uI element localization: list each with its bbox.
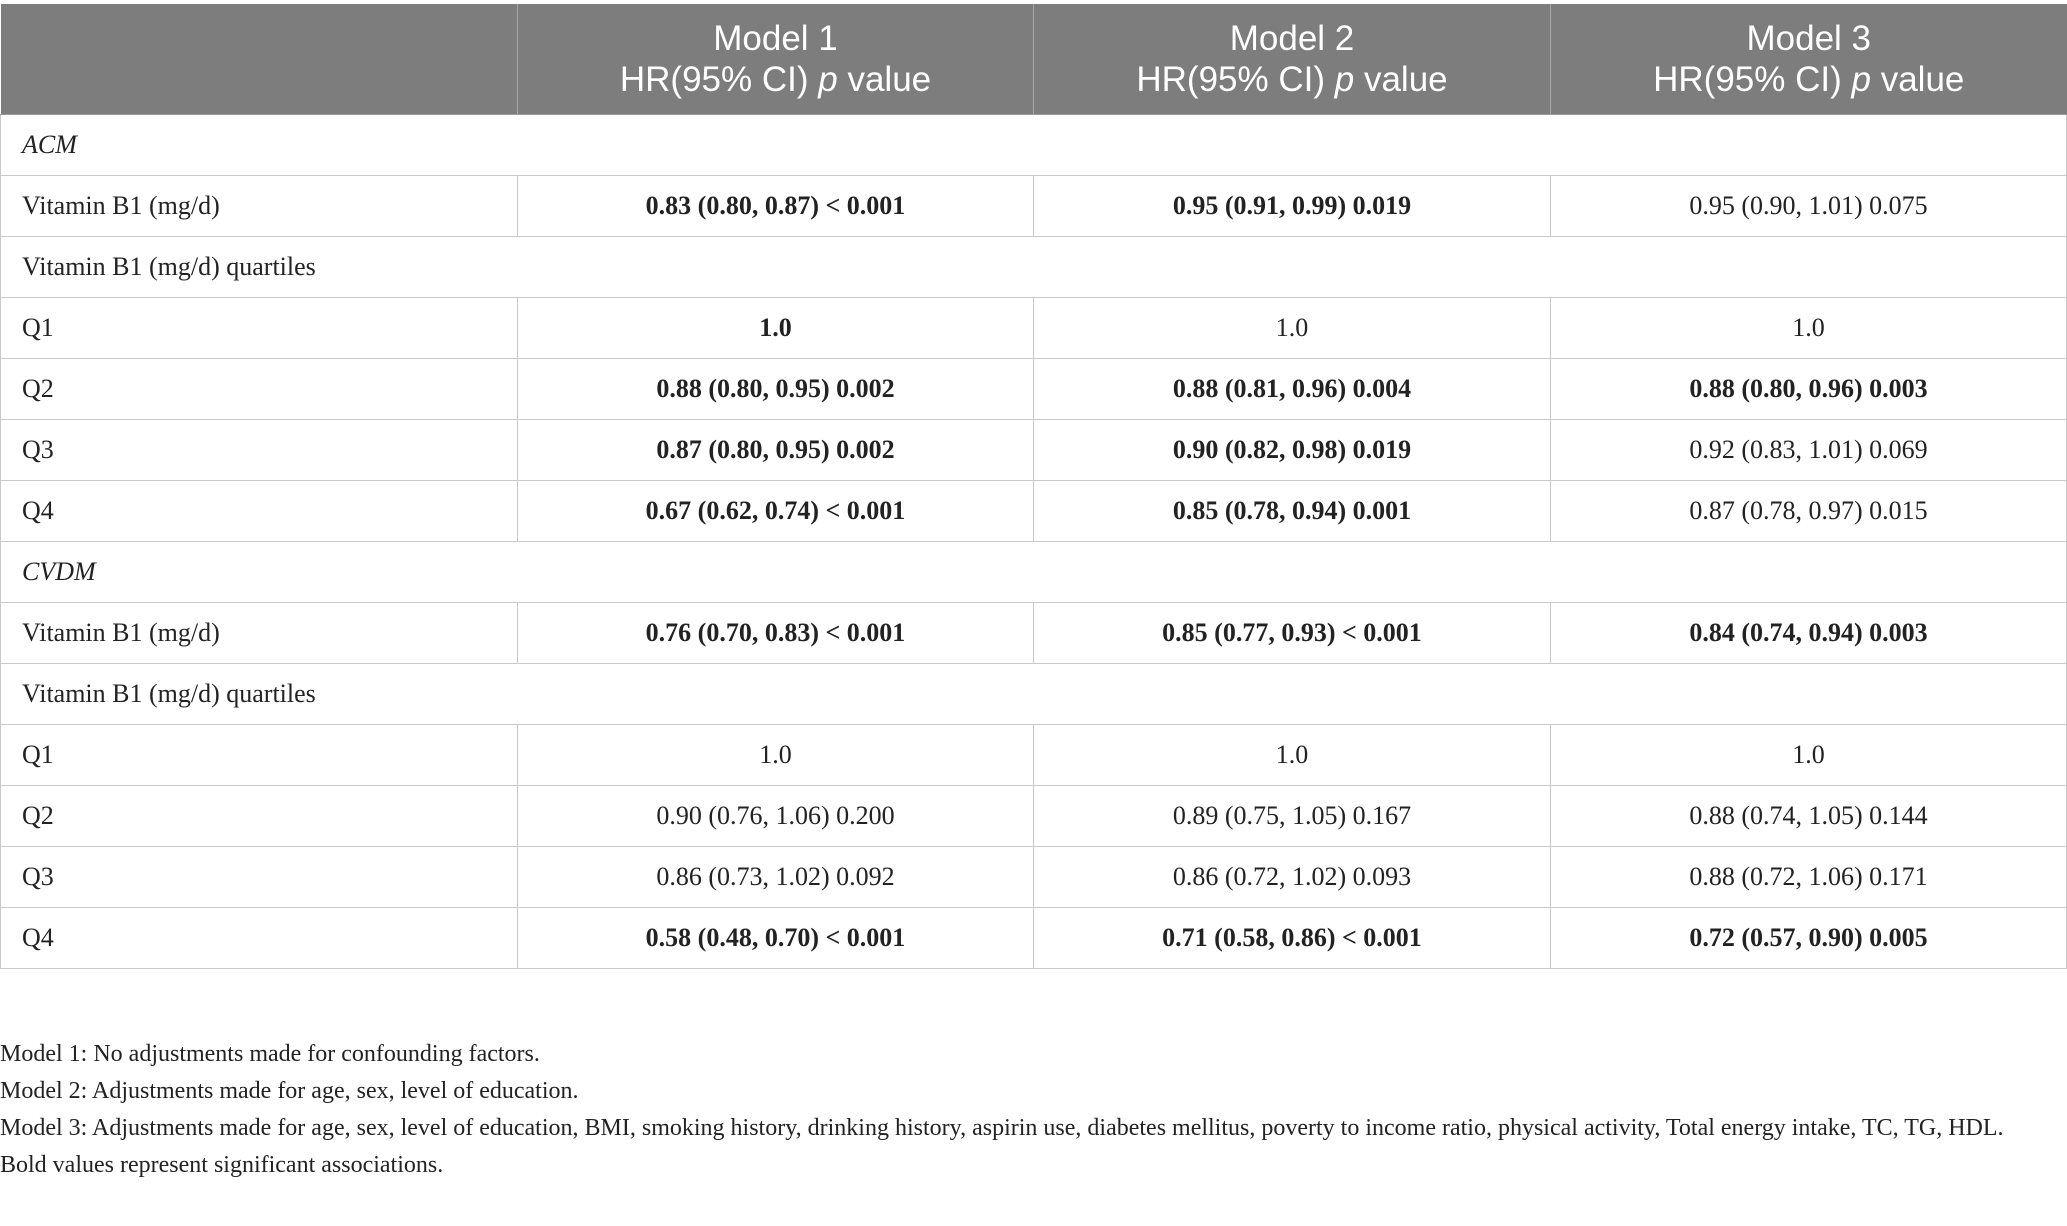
header-model-1-metric-line <box>518 59 1033 100</box>
subheading-row <box>1 237 2067 298</box>
subheading-label: Vitamin B1 (mg/d) quartiles <box>1 664 2067 725</box>
cell-model-1: 0.88 (0.80, 0.95) 0.002 <box>518 359 1034 420</box>
subheading-row <box>1 664 2067 725</box>
header-model-2-p: p <box>1334 60 1355 99</box>
header-model-3-p: p <box>1851 60 1871 99</box>
cell-model-2: 0.88 (0.81, 0.96) 0.004 <box>1034 359 1551 420</box>
cell-model-3: 0.95 (0.90, 1.01) 0.075 <box>1551 176 2067 237</box>
table-row <box>1 481 2067 542</box>
row-label: Q2 <box>1 786 518 847</box>
cell-model-1: 0.83 (0.80, 0.87) < 0.001 <box>518 176 1034 237</box>
cell-model-3: 0.88 (0.72, 1.06) 0.171 <box>1551 847 2067 908</box>
cell-model-1: 0.67 (0.62, 0.74) < 0.001 <box>518 481 1034 542</box>
table-footnotes <box>0 1036 2060 1184</box>
cell-model-1: 0.76 (0.70, 0.83) < 0.001 <box>518 603 1034 664</box>
cell-model-2: 0.95 (0.91, 0.99) 0.019 <box>1034 176 1551 237</box>
cell-model-3: 0.87 (0.78, 0.97) 0.015 <box>1551 481 2067 542</box>
header-row <box>1 4 2067 115</box>
footnote-model-2: Model 2: Adjustments made for age, sex, level of education. <box>0 1078 579 1104</box>
cell-model-2: 0.71 (0.58, 0.86) < 0.001 <box>1034 908 1551 969</box>
header-model-1-metric: HR(95% CI) <box>619 60 809 99</box>
cell-model-3: 0.88 (0.74, 1.05) 0.144 <box>1551 786 2067 847</box>
table-row <box>1 847 2067 908</box>
row-label: Q4 <box>1 908 518 969</box>
cell-model-2: 1.0 <box>1034 298 1551 359</box>
table-header <box>1 4 2067 115</box>
header-model-3-metric-line <box>1551 59 2067 100</box>
row-label: Q3 <box>1 420 518 481</box>
section-row <box>1 542 2067 603</box>
row-label: Q2 <box>1 359 518 420</box>
table-row <box>1 603 2067 664</box>
cell-model-2: 1.0 <box>1034 725 1551 786</box>
header-model-1-name: Model 1 <box>713 19 838 58</box>
table-row <box>1 298 2067 359</box>
header-model-1-suffix: value <box>847 60 932 99</box>
section-label: ACM <box>1 115 2067 176</box>
header-model-1 <box>518 4 1034 115</box>
cell-model-3: 0.92 (0.83, 1.01) 0.069 <box>1551 420 2067 481</box>
header-model-2-metric-line <box>1034 59 1550 100</box>
subheading-label: Vitamin B1 (mg/d) quartiles <box>1 237 2067 298</box>
cell-model-2: 0.90 (0.82, 0.98) 0.019 <box>1034 420 1551 481</box>
table-row <box>1 786 2067 847</box>
footnote-model-3: Model 3: Adjustments made for age, sex, level of education, BMI, smoking history, drinking history, aspirin use, diabetes mellitus, poverty to income ratio, physical activity, Total energy intake, TC, TG, HDL. <box>0 1115 2004 1141</box>
header-model-1-p: p <box>818 60 838 99</box>
cell-model-1: 1.0 <box>518 725 1034 786</box>
cell-model-3: 0.88 (0.80, 0.96) 0.003 <box>1551 359 2067 420</box>
header-model-3-name: Model 3 <box>1746 19 1872 58</box>
table-row <box>1 725 2067 786</box>
header-model-2-suffix: value <box>1363 60 1448 99</box>
footnote-model-1: Model 1: No adjustments made for confounding factors. <box>0 1041 540 1067</box>
row-label: Q1 <box>1 298 518 359</box>
cell-model-1: 0.58 (0.48, 0.70) < 0.001 <box>518 908 1034 969</box>
cell-model-2: 0.89 (0.75, 1.05) 0.167 <box>1034 786 1551 847</box>
section-label: CVDM <box>1 542 2067 603</box>
header-model-3-metric: HR(95% CI) <box>1653 60 1842 99</box>
header-model-2-name: Model 2 <box>1229 19 1355 58</box>
cell-model-1: 0.90 (0.76, 1.06) 0.200 <box>518 786 1034 847</box>
header-model-2 <box>1034 4 1551 115</box>
hazard-ratio-table <box>0 4 2067 969</box>
footnote-bold-values: Bold values represent significant associations. <box>0 1152 444 1178</box>
header-stub <box>1 4 518 115</box>
row-label: Q4 <box>1 481 518 542</box>
header-model-3 <box>1551 4 2067 115</box>
cell-model-2: 0.85 (0.78, 0.94) 0.001 <box>1034 481 1551 542</box>
table-row <box>1 359 2067 420</box>
row-label: Vitamin B1 (mg/d) <box>1 603 518 664</box>
cell-model-1: 0.87 (0.80, 0.95) 0.002 <box>518 420 1034 481</box>
row-label: Q1 <box>1 725 518 786</box>
cell-model-3: 0.84 (0.74, 0.94) 0.003 <box>1551 603 2067 664</box>
header-model-3-suffix: value <box>1880 60 1965 99</box>
cell-model-3: 0.72 (0.57, 0.90) 0.005 <box>1551 908 2067 969</box>
table-row <box>1 420 2067 481</box>
cell-model-1: 0.86 (0.73, 1.02) 0.092 <box>518 847 1034 908</box>
table-row <box>1 176 2067 237</box>
cell-model-3: 1.0 <box>1551 725 2067 786</box>
table-body <box>1 115 2067 969</box>
table-row <box>1 908 2067 969</box>
cell-model-2: 0.86 (0.72, 1.02) 0.093 <box>1034 847 1551 908</box>
row-label: Vitamin B1 (mg/d) <box>1 176 518 237</box>
cell-model-1: 1.0 <box>518 298 1034 359</box>
row-label: Q3 <box>1 847 518 908</box>
header-model-2-metric: HR(95% CI) <box>1136 60 1326 99</box>
cell-model-3: 1.0 <box>1551 298 2067 359</box>
section-row <box>1 115 2067 176</box>
cell-model-2: 0.85 (0.77, 0.93) < 0.001 <box>1034 603 1551 664</box>
